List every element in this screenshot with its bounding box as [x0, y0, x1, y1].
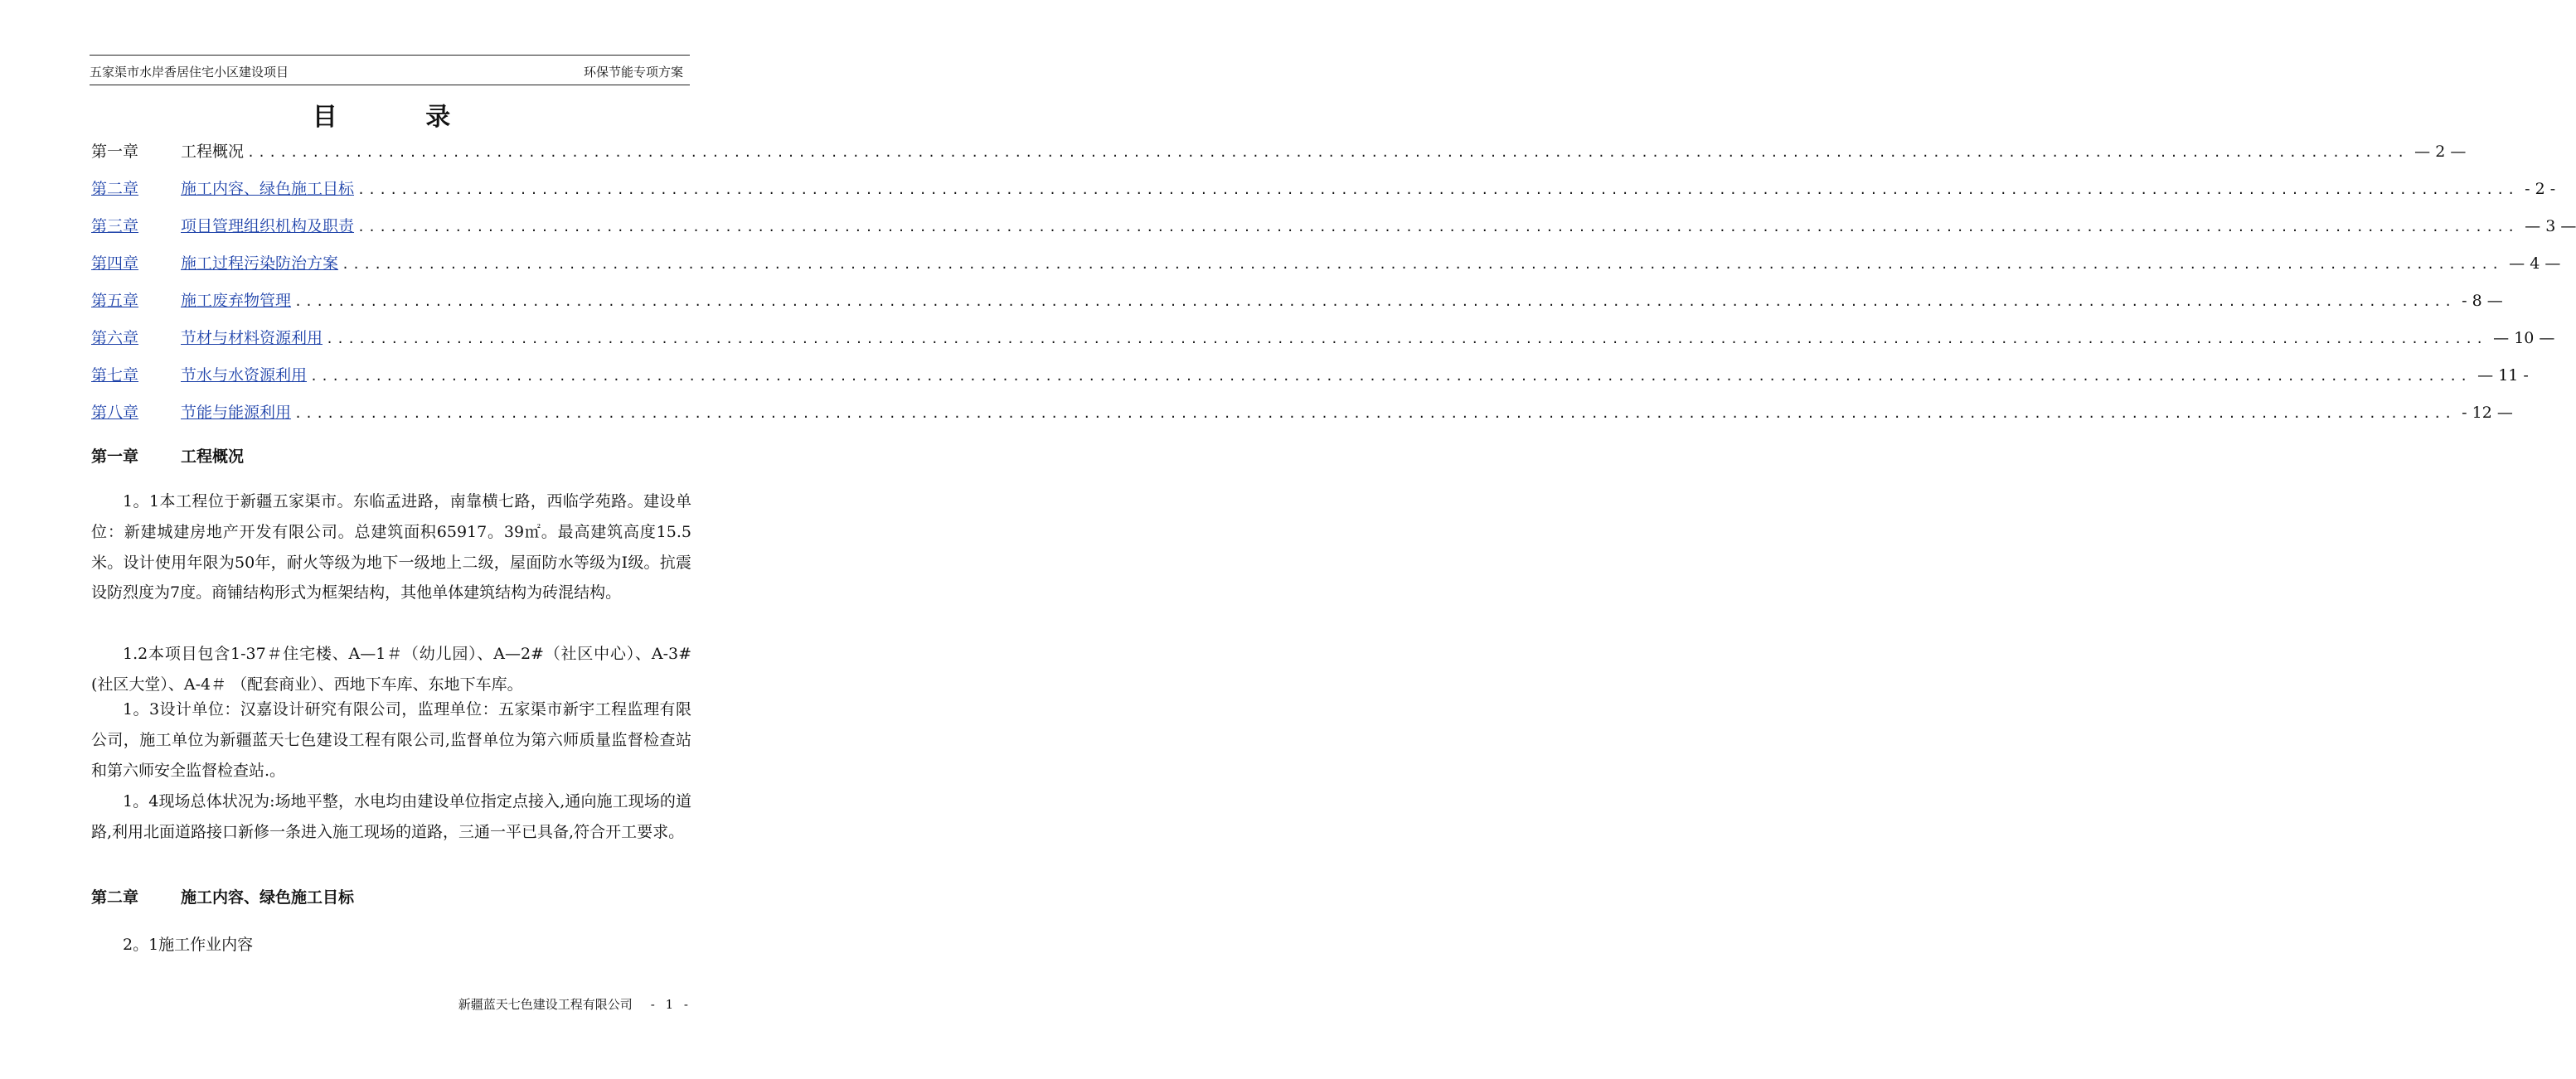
toc-entry-chapter[interactable]: 第三章	[91, 217, 139, 235]
paragraph-1-3: 1。3设计单位：汉嘉设计研究有限公司，监理单位：五家渠市新宇工程监理有限公司，施工单位为新疆蓝天七色建设工程有限公司,监督单位为第六师质量监督检查站和第六师安全监督检查站.。	[91, 700, 691, 780]
chapter-2-heading	[91, 885, 354, 907]
footer-company: 新疆蓝天七色建设工程有限公司	[458, 997, 633, 1012]
chapter-1-heading	[91, 444, 244, 467]
toc-entry-page: — 2 —	[2414, 143, 2467, 161]
toc-entry[interactable]	[91, 400, 2513, 438]
header-rule	[90, 55, 690, 56]
toc-leader-dots: ........................................................................................................................................................................................................	[294, 294, 2456, 309]
toc-entry-title: 工程概况	[181, 143, 245, 161]
toc-entry-chapter[interactable]: 第七章	[91, 366, 139, 385]
paragraph-1-2: 1.2本项目包含1-37＃住宅楼、A—1＃（幼儿园）、A—2#（社区中心）、A-3#(社区大堂）、A-4＃ （配套商业）、西地下车库、东地下车库。	[91, 645, 691, 694]
chapter-1-title: 工程概况	[181, 448, 245, 466]
page-header	[90, 63, 690, 81]
toc-entry[interactable]	[91, 363, 2529, 400]
header-document-type: 环保节能专项方案	[583, 65, 683, 80]
toc-entry-page: — 3 —	[2525, 217, 2576, 235]
toc-entry-page: — 11 -	[2477, 366, 2529, 385]
paragraph-1-1: 1。1本工程位于新疆五家渠市。东临孟进路，南靠横七路，西临学苑路。建设单位：新建城建房地产开发有限公司。总建筑面积65917。39㎡。最高建筑高度15.5米。设计使用年限为50年，耐火等级为地下一级地上二级，屋面防水等级为Ⅰ级。抗震设防烈度为7度。商铺结构形式为框架结构，其他单体建筑结构为砖混结构。	[91, 492, 691, 602]
toc-entry[interactable]	[91, 177, 2556, 214]
toc-entry-title[interactable]: 项目管理组织机构及职责	[181, 217, 355, 235]
toc-entry[interactable]	[91, 288, 2503, 326]
toc-entry-chapter[interactable]: 第四章	[91, 254, 139, 273]
toc-leader-dots: ........................................................................................................................................................................................................	[342, 257, 2503, 272]
chapter-2-number: 第二章	[91, 888, 139, 907]
toc-entry-chapter[interactable]: 第六章	[91, 329, 139, 347]
footer-page-number: - 1 -	[650, 997, 691, 1012]
toc-leader-dots: ........................................................................................................................................................................................................	[357, 182, 2519, 197]
toc-entry	[91, 139, 2467, 177]
chapter-2-title: 施工内容、绿色施工目标	[181, 888, 355, 907]
toc-entry-page: - 2 -	[2525, 180, 2556, 198]
toc-entry-title[interactable]: 节水与水资源利用	[181, 366, 308, 385]
toc-entry-title[interactable]: 施工过程污染防治方案	[181, 254, 339, 273]
toc-leader-dots: ........................................................................................................................................................................................................	[294, 406, 2456, 421]
chapter-1-number: 第一章	[91, 448, 139, 466]
paragraph-1-4: 1。4现场总体状况为:场地平整，水电均由建设单位指定点接入,通向施工现场的道路,利用北面道路接口新修一条进入施工现场的道路，三通一平已具备,符合开工要求。	[91, 792, 691, 841]
toc-leader-dots: ........................................................................................................................................................................................................	[310, 369, 2472, 384]
header-project-name: 五家渠市水岸香居住宅小区建设项目	[90, 65, 289, 80]
paragraph-2-1: 2。1施工作业内容	[123, 936, 254, 954]
toc-entry[interactable]	[91, 251, 2561, 288]
toc-entry-chapter[interactable]: 第八章	[91, 404, 139, 422]
toc-entry-page: - 8 —	[2462, 292, 2503, 310]
toc-entry-chapter[interactable]: 第五章	[91, 292, 139, 310]
toc-entry-chapter: 第一章	[91, 143, 139, 161]
toc-entry-title[interactable]: 施工废弃物管理	[181, 292, 292, 310]
page-footer	[458, 995, 691, 1013]
toc-leader-dots: ........................................................................................................................................................................................................	[357, 220, 2519, 235]
toc-entry-page: - 12 —	[2462, 404, 2513, 422]
toc-leader-dots: ........................................................................................................................................................................................................	[247, 145, 2409, 160]
toc-title: 目 录	[312, 103, 491, 132]
toc-entry-page: — 4 —	[2509, 254, 2561, 273]
toc-entry-title[interactable]: 节材与材料资源利用	[181, 329, 323, 347]
toc-entry-page: — 10 —	[2493, 329, 2555, 347]
table-of-contents	[91, 139, 2576, 438]
toc-entry[interactable]	[91, 214, 2576, 251]
toc-entry-title[interactable]: 节能与能源利用	[181, 404, 292, 422]
toc-leader-dots: ........................................................................................................................................................................................................	[326, 331, 2487, 346]
toc-entry-title[interactable]: 施工内容、绿色施工目标	[181, 180, 355, 198]
toc-entry[interactable]	[91, 326, 2555, 363]
toc-entry-chapter[interactable]: 第二章	[91, 180, 139, 198]
